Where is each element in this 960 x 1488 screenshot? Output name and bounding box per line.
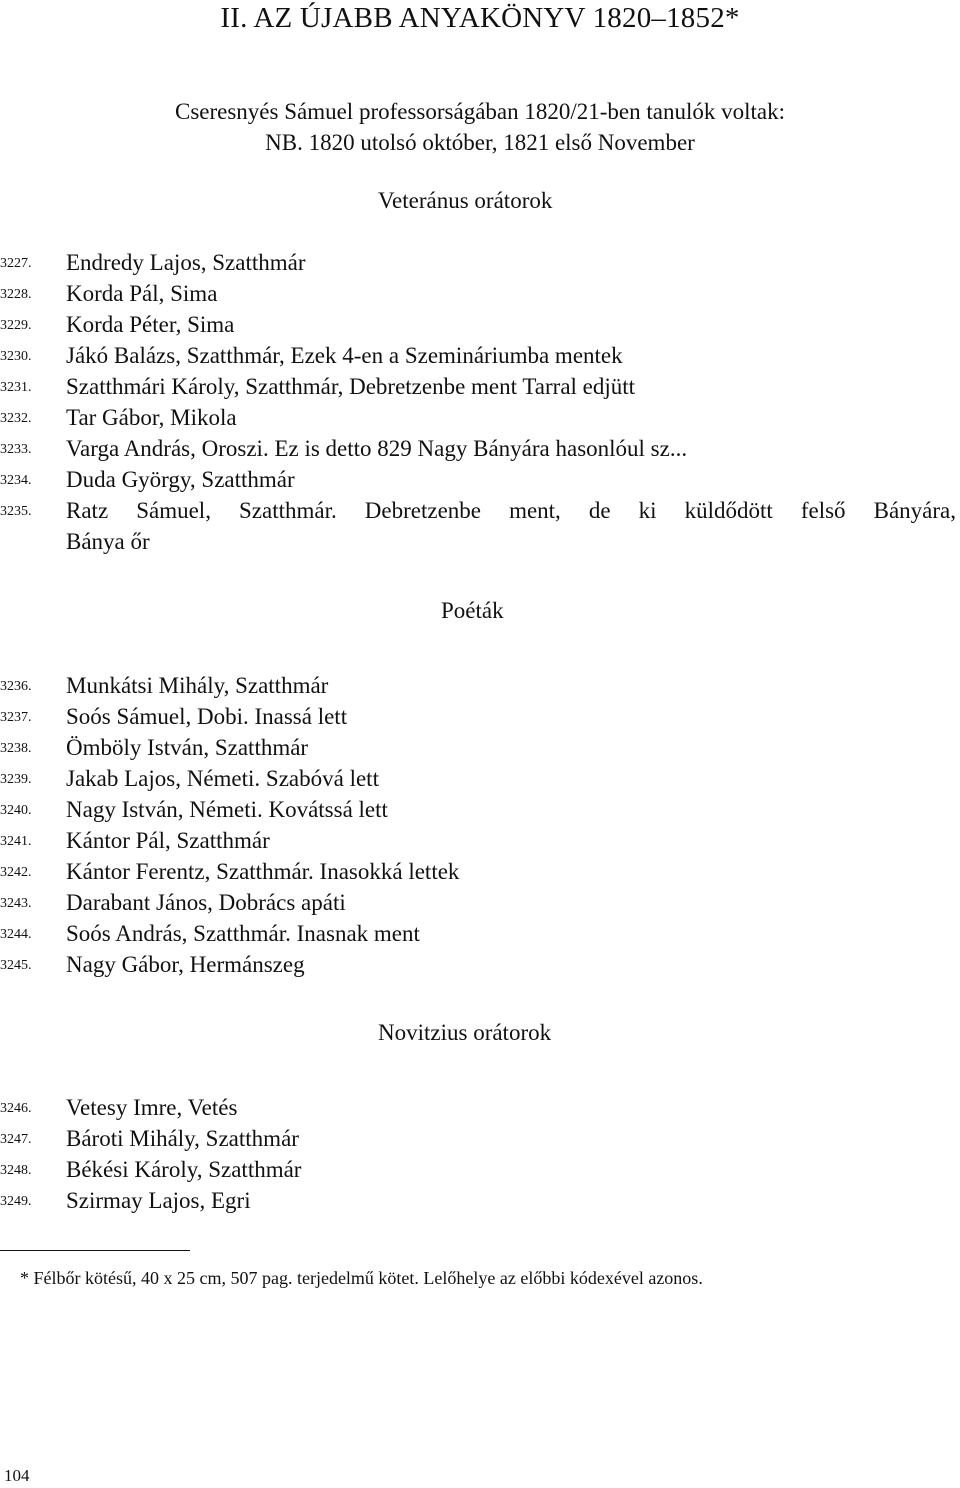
list-item xyxy=(0,856,960,887)
section-heading-veteranus: Veteránus orátorok xyxy=(378,188,553,213)
entry-text: Kántor Ferentz, Szatthmár. Inasokká lettek xyxy=(66,859,460,884)
entry-text: Vetesy Imre, Vetés xyxy=(66,1095,238,1120)
entry-number: 3230. xyxy=(0,349,32,364)
page-title: II. AZ ÚJABB ANYAKÖNYV 1820–1852* xyxy=(220,2,740,34)
entry-number: 3238. xyxy=(0,741,32,756)
entry-number: 3240. xyxy=(0,803,32,818)
list-item xyxy=(0,887,960,918)
entry-text: Duda György, Szatthmár xyxy=(66,467,295,492)
entry-number: 3244. xyxy=(0,927,32,942)
list-item xyxy=(0,794,960,825)
entry-text: Munkátsi Mihály, Szatthmár xyxy=(66,673,329,698)
entry-text: Varga András, Oroszi. Ez is detto 829 Nagy Bányára hasonlóul sz... xyxy=(66,436,688,461)
list-item xyxy=(0,1185,960,1216)
list-item xyxy=(0,1123,960,1154)
section-heading-poetak: Poéták xyxy=(441,598,504,623)
entry-text: Nagy Gábor, Hermánszeg xyxy=(66,952,305,977)
entry-number: 3249. xyxy=(0,1194,32,1209)
entry-text: Soós András, Szatthmár. Inasnak ment xyxy=(66,921,420,946)
entry-text: Nagy István, Németi. Kovátssá lett xyxy=(66,797,388,822)
entry-text: Szatthmári Károly, Szatthmár, Debretzenbe ment Tarral edjütt xyxy=(66,374,636,399)
entry-text: Békési Károly, Szatthmár xyxy=(66,1157,302,1182)
list-item xyxy=(0,701,960,732)
entry-text: Darabant János, Dobrács apáti xyxy=(66,890,346,915)
list-item xyxy=(0,309,960,340)
list-item xyxy=(0,918,960,949)
list-item xyxy=(0,949,960,980)
entry-number: 3235. xyxy=(0,504,32,519)
entry-number: 3229. xyxy=(0,318,32,333)
footnote-rule xyxy=(0,1250,190,1251)
list-item xyxy=(0,825,960,856)
entry-number: 3234. xyxy=(0,473,32,488)
entry-number: 3237. xyxy=(0,710,32,725)
entry-number: 3231. xyxy=(0,380,32,395)
entry-number: 3227. xyxy=(0,256,32,271)
entry-number: 3233. xyxy=(0,442,32,457)
entry-text: Kántor Pál, Szatthmár xyxy=(66,828,270,853)
list-item xyxy=(0,732,960,763)
page-number: 104 xyxy=(4,1466,30,1485)
list-item xyxy=(0,433,960,464)
entry-number: 3241. xyxy=(0,834,32,849)
list-item xyxy=(0,763,960,794)
list-item xyxy=(0,371,960,402)
entry-text: Ömböly István, Szatthmár xyxy=(66,735,309,760)
list-item xyxy=(0,402,960,433)
intro-line-1: Cseresnyés Sámuel professorságában 1820/21-ben tanulók voltak: xyxy=(174,99,785,124)
entry-text-justified: Ratz Sámuel, Szatthmár. Debretzenbe ment, de ki küldődött felső Bányára, xyxy=(66,498,956,523)
entry-text: Tar Gábor, Mikola xyxy=(66,405,237,430)
entry-text: Jakab Lajos, Németi. Szabóvá lett xyxy=(66,766,379,791)
list-item xyxy=(0,340,960,371)
entry-number: 3228. xyxy=(0,287,32,302)
entry-number: 3243. xyxy=(0,896,32,911)
list-item xyxy=(0,247,960,278)
entry-number: 3245. xyxy=(0,958,32,973)
list-item xyxy=(0,464,960,495)
entry-number: 3248. xyxy=(0,1163,32,1178)
entry-number: 3236. xyxy=(0,679,32,694)
entry-text: Szirmay Lajos, Egri xyxy=(66,1188,251,1213)
entry-number: 3232. xyxy=(0,411,32,426)
footnote: * Félbőr kötésű, 40 x 25 cm, 507 pag. terjedelmű kötet. Lelőhelye az előbbi kódexével azonos. xyxy=(20,1268,703,1288)
entry-text: Soós Sámuel, Dobi. Inassá lett xyxy=(66,704,348,729)
intro-line-2: NB. 1820 utolsó október, 1821 első November xyxy=(265,130,695,155)
entry-number: 3246. xyxy=(0,1101,32,1116)
entry-number: 3242. xyxy=(0,865,32,880)
entry-number: 3247. xyxy=(0,1132,32,1147)
list-item xyxy=(0,278,960,309)
section-heading-novitzius: Novitzius orátorok xyxy=(378,1020,552,1045)
entry-text: Jákó Balázs, Szatthmár, Ezek 4-en a Szemináriumba mentek xyxy=(66,343,623,368)
entry-number: 3239. xyxy=(0,772,32,787)
entry-text: Korda Pál, Sima xyxy=(66,281,218,306)
entry-text: Bároti Mihály, Szatthmár xyxy=(66,1126,299,1151)
entry-text: Korda Péter, Sima xyxy=(66,312,235,337)
list-item xyxy=(0,1154,960,1185)
entry-text-continuation: Bánya őr xyxy=(66,529,150,554)
list-item xyxy=(0,1092,960,1123)
entry-text: Endredy Lajos, Szatthmár xyxy=(66,250,306,275)
list-item xyxy=(0,670,960,701)
